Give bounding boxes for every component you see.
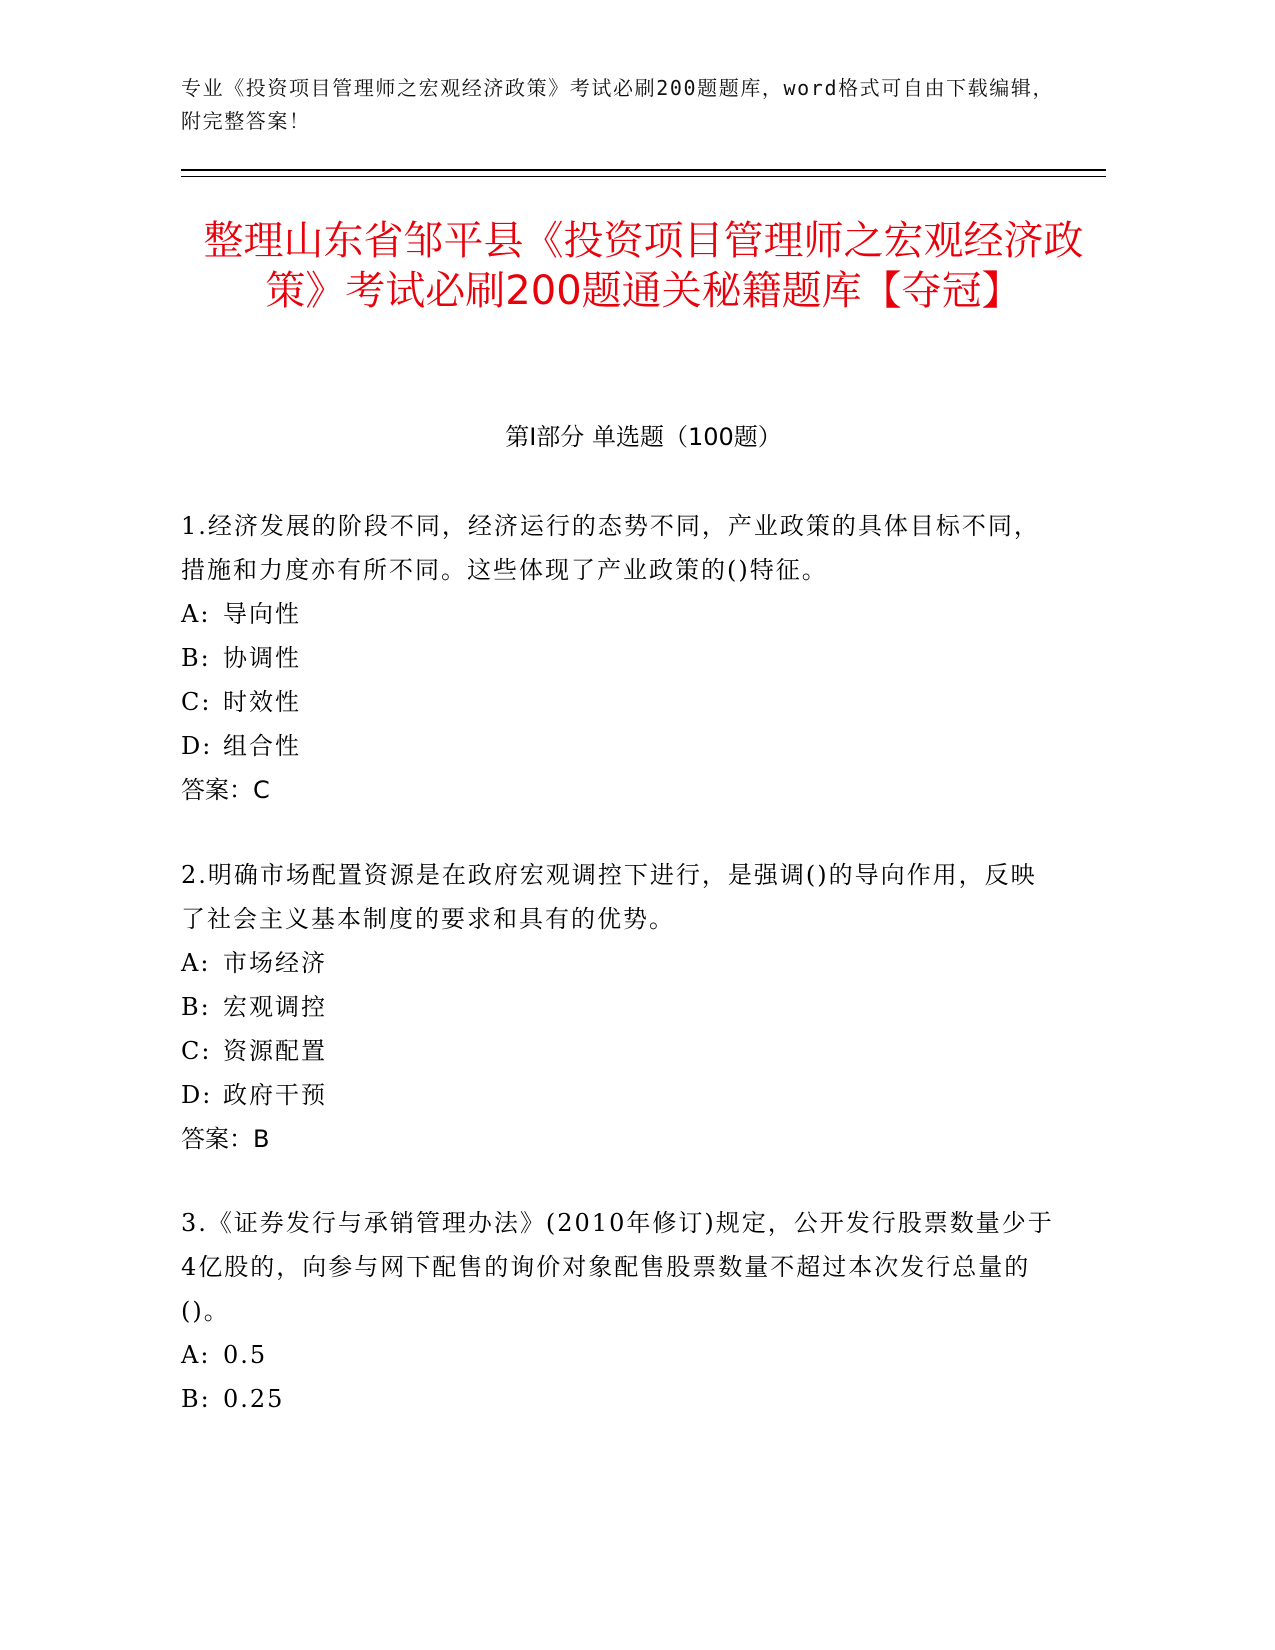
answer: 答案：B — [181, 1125, 270, 1153]
question-2 — [181, 853, 1061, 1161]
option-text: 组合性 — [223, 732, 301, 760]
option-text: 0.5 — [223, 1341, 268, 1369]
option-text: 时效性 — [223, 688, 301, 716]
question-stem: 2.明确市场配置资源是在政府宏观调控下进行，是强调()的导向作用，反映了社会主义基本制度的要求和具有的优势。 — [181, 861, 1037, 933]
option-a — [181, 941, 1061, 985]
option-key: B: — [181, 993, 211, 1021]
header-divider-thick — [181, 169, 1106, 171]
option-b — [181, 1377, 1061, 1421]
option-text: 导向性 — [223, 600, 301, 628]
option-key: B: — [181, 1385, 211, 1413]
option-key: A: — [181, 600, 211, 628]
option-key: A: — [181, 949, 211, 977]
option-d — [181, 1073, 1061, 1117]
option-c — [181, 1029, 1061, 1073]
option-text: 资源配置 — [223, 1037, 327, 1065]
question-stem: 3.《证券发行与承销管理办法》(2010年修订)规定，公开发行股票数量少于4亿股的，向参与网下配售的询价对象配售股票数量不超过本次发行总量的()。 — [181, 1209, 1054, 1325]
option-key: D: — [181, 1081, 213, 1109]
option-key: C: — [181, 688, 212, 716]
option-key: B: — [181, 644, 211, 672]
header-divider-thin — [181, 176, 1106, 177]
section-heading: 第Ⅰ部分 单选题（100题） — [505, 423, 782, 451]
option-b — [181, 985, 1061, 1029]
option-key: C: — [181, 1037, 212, 1065]
option-text: 宏观调控 — [223, 993, 327, 1021]
option-key: D: — [181, 732, 213, 760]
question-1 — [181, 504, 1061, 812]
question-stem: 1.经济发展的阶段不同，经济运行的态势不同，产业政策的具体目标不同，措施和力度亦有所不同。这些体现了产业政策的()特征。 — [181, 512, 1040, 584]
option-c — [181, 680, 1061, 724]
option-a — [181, 1333, 1061, 1377]
option-a — [181, 592, 1061, 636]
question-3 — [181, 1201, 1061, 1421]
option-text: 协调性 — [223, 644, 301, 672]
header-note: 专业《投资项目管理师之宏观经济政策》考试必刷200题题库，word格式可自由下载编辑，附完整答案！ — [181, 76, 1055, 133]
option-text: 市场经济 — [223, 949, 327, 977]
answer: 答案：C — [181, 776, 270, 804]
option-d — [181, 724, 1061, 768]
option-text: 政府干预 — [223, 1081, 327, 1109]
option-text: 0.25 — [223, 1385, 285, 1413]
option-key: A: — [181, 1341, 211, 1369]
document-title: 整理山东省邹平县《投资项目管理师之宏观经济政策》考试必刷200题通关秘籍题库【夺冠】 — [203, 218, 1084, 314]
option-b — [181, 636, 1061, 680]
